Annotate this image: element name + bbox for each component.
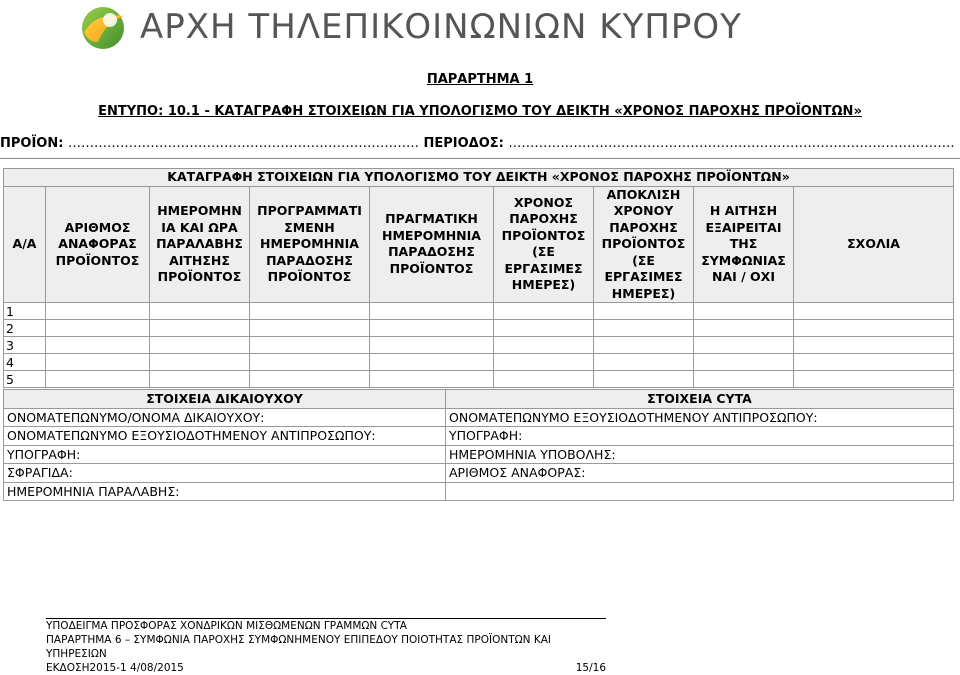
- product-field: ………………………………………………………………………: [67, 136, 419, 151]
- table-caption: ΚΑΤΑΓΡΑΦΗ ΣΤΟΙΧΕΙΩΝ ΓΙΑ ΥΠΟΛΟΓΙΣΜΟ ΤΟΥ ΔΕΙΚΤΗ «ΧΡΟΝΟΣ ΠΑΡΟΧΗΣ ΠΡΟΪΟΝΤΩΝ»: [4, 169, 954, 187]
- cell[interactable]: [694, 303, 794, 320]
- col-excluded: Η ΑΙΤΗΣΗ ΕΞΑΙΡΕΙΤΑΙ ΤΗΣ ΣΥΜΦΩΝΙΑΣ ΝΑΙ / ΟΧΙ: [694, 186, 794, 303]
- col-aa: Α/Α: [4, 186, 46, 303]
- cell[interactable]: [46, 320, 150, 337]
- col-delivery-time: ΧΡΟΝΟΣ ΠΑΡΟΧΗΣ ΠΡΟΪΟΝΤΟΣ (ΣΕ ΕΡΓΑΣΙΜΕΣ ΗΜΕΡΕΣ): [494, 186, 594, 303]
- cell[interactable]: [370, 337, 494, 354]
- cell[interactable]: [694, 320, 794, 337]
- logo-emblem-icon: [76, 2, 132, 52]
- cell[interactable]: [694, 337, 794, 354]
- empty-cell: [446, 482, 954, 501]
- table-row: [4, 354, 954, 371]
- footer-line-2: ΠΑΡΑΡΤΗΜΑ 6 – ΣΥΜΦΩΝΙΑ ΠΑΡΟΧΗΣ ΣΥΜΦΩΝΗΜΕΝΟΥ ΕΠΙΠΕΔΟΥ ΠΟΙΟΤΗΤΑΣ ΠΡΟΪΟΝΤΩΝ ΚΑΙ ΥΠΗΡΕΣΙΩΝ: [46, 634, 551, 660]
- cell[interactable]: [46, 354, 150, 371]
- annex-title: ΠΑΡΑΡΤΗΜΑ 1: [426, 72, 534, 87]
- cell[interactable]: [250, 337, 370, 354]
- row-number: 1: [4, 303, 46, 320]
- beneficiary-title: ΣΤΟΙΧΕΙΑ ΔΙΚΑΙΟΥΧΟΥ: [4, 390, 446, 409]
- cell[interactable]: [250, 354, 370, 371]
- cell[interactable]: [370, 371, 494, 388]
- table-row: [4, 371, 954, 388]
- footer-edition: ΕΚΔΟΣΗ2015-1 4/08/2015: [46, 662, 184, 674]
- cyta-reference-number-field[interactable]: ΑΡΙΘΜΟΣ ΑΝΑΦΟΡΑΣ:: [446, 464, 954, 483]
- table-row: [4, 303, 954, 320]
- table-row: [4, 320, 954, 337]
- logo: [76, 2, 742, 52]
- cell[interactable]: [594, 303, 694, 320]
- cell[interactable]: [794, 371, 954, 388]
- cyta-representative-field[interactable]: ΟΝΟΜΑΤΕΠΩΝΥΜΟ ΕΞΟΥΣΙΟΔΟΤΗΜΕΝΟΥ ΑΝΤΙΠΡΟΣΩΠΟΥ:: [446, 408, 954, 427]
- cell[interactable]: [494, 320, 594, 337]
- footer-page-number: 15/16: [575, 662, 606, 674]
- cell[interactable]: [694, 371, 794, 388]
- col-reference-number: ΑΡΙΘΜΟΣ ΑΝΑΦΟΡΑΣ ΠΡΟΪΟΝΤΟΣ: [46, 186, 150, 303]
- cell[interactable]: [494, 337, 594, 354]
- row-number: 5: [4, 371, 46, 388]
- cell[interactable]: [46, 371, 150, 388]
- period-label: ΠΕΡΙΟΔΟΣ:: [423, 136, 504, 151]
- cell[interactable]: [370, 320, 494, 337]
- cell[interactable]: [594, 320, 694, 337]
- table-row: [4, 337, 954, 354]
- beneficiary-stamp-field[interactable]: ΣΦΡΑΓΙΔΑ:: [4, 464, 446, 483]
- cell[interactable]: [46, 337, 150, 354]
- logo-text: ΑΡΧΗ ΤΗΛΕΠΙΚΟΙΝΩΝΙΩΝ ΚΥΠΡΟΥ: [140, 7, 742, 47]
- beneficiary-receipt-date-field[interactable]: ΗΜΕΡΟΜΗΝΙΑ ΠΑΡΑΛΑΒΗΣ:: [4, 482, 446, 501]
- page-footer: [46, 618, 606, 675]
- cell[interactable]: [250, 303, 370, 320]
- product-label: ΠΡΟΪΟΝ:: [0, 136, 64, 151]
- cell[interactable]: [594, 337, 694, 354]
- footer-line-3: [46, 661, 606, 675]
- row-number: 2: [4, 320, 46, 337]
- beneficiary-representative-field[interactable]: ΟΝΟΜΑΤΕΠΩΝΥΜΟ ΕΞΟΥΣΙΟΔΟΤΗΜΕΝΟΥ ΑΝΤΙΠΡΟΣΩΠΟΥ:: [4, 427, 446, 446]
- period-field: ………………………………………………………………………………………….: [508, 136, 955, 151]
- cell[interactable]: [594, 354, 694, 371]
- cell[interactable]: [370, 354, 494, 371]
- cell[interactable]: [46, 303, 150, 320]
- cell[interactable]: [494, 303, 594, 320]
- cell[interactable]: [150, 337, 250, 354]
- cell[interactable]: [370, 303, 494, 320]
- footer-line-1: ΥΠΟΔΕΙΓΜΑ ΠΡΟΣΦΟΡΑΣ ΧΟΝΔΡΙΚΩΝ ΜΙΣΘΩΜΕΝΩΝ ΓΡΑΜΜΩΝ CYTA: [46, 620, 407, 632]
- cell[interactable]: [694, 354, 794, 371]
- cell[interactable]: [594, 371, 694, 388]
- col-time-deviation: ΑΠΟΚΛΙΣΗ ΧΡΟΝΟΥ ΠΑΡΟΧΗΣ ΠΡΟΪΟΝΤΟΣ (ΣΕ ΕΡΓΑΣΙΜΕΣ ΗΜΕΡΕΣ): [594, 186, 694, 303]
- cell[interactable]: [794, 354, 954, 371]
- row-number: 3: [4, 337, 46, 354]
- col-scheduled-date: ΠΡΟΓΡΑΜΜΑΤΙ ΣΜΕΝΗ ΗΜΕΡΟΜΗΝΙΑ ΠΑΡΑΔΟΣΗΣ ΠΡΟΪΟΝΤΟΣ: [250, 186, 370, 303]
- cell[interactable]: [794, 303, 954, 320]
- cyta-submission-date-field[interactable]: ΗΜΕΡΟΜΗΝΙΑ ΥΠΟΒΟΛΗΣ:: [446, 445, 954, 464]
- cell[interactable]: [150, 371, 250, 388]
- cell[interactable]: [250, 371, 370, 388]
- cyta-title: ΣΤΟΙΧΕΙΑ CYTA: [446, 390, 954, 409]
- col-request-datetime: ΗΜΕΡΟΜΗΝ ΙΑ ΚΑΙ ΩΡΑ ΠΑΡΑΛΑΒΗΣ ΑΙΤΗΣΗΣ ΠΡΟΪΟΝΤΟΣ: [150, 186, 250, 303]
- col-comments: ΣΧΟΛΙΑ: [794, 186, 954, 303]
- signatures-table: [3, 389, 954, 501]
- records-table: [3, 168, 954, 388]
- beneficiary-signature-field[interactable]: ΥΠΟΓΡΑΦΗ:: [4, 445, 446, 464]
- cell[interactable]: [150, 320, 250, 337]
- beneficiary-name-field[interactable]: ΟΝΟΜΑΤΕΠΩΝΥΜΟ/ΟΝΟΜΑ ΔΙΚΑΙΟΥΧΟΥ:: [4, 408, 446, 427]
- cell[interactable]: [494, 354, 594, 371]
- cell[interactable]: [150, 303, 250, 320]
- cell[interactable]: [794, 337, 954, 354]
- divider: [0, 158, 960, 159]
- cell[interactable]: [794, 320, 954, 337]
- form-title: ΕΝΤΥΠΟ: 10.1 - ΚΑΤΑΓΡΑΦΗ ΣΤΟΙΧΕΙΩΝ ΓΙΑ ΥΠΟΛΟΓΙΣΜΟ ΤΟΥ ΔΕΙΚΤΗ «ΧΡΟΝΟΣ ΠΑΡΟΧΗΣ ΠΡΟΪΟΝΤΩΝ»: [98, 104, 862, 119]
- col-actual-date: ΠΡΑΓΜΑΤΙΚΗ ΗΜΕΡΟΜΗΝΙΑ ΠΑΡΑΔΟΣΗΣ ΠΡΟΪΟΝΤΟΣ: [370, 186, 494, 303]
- cell[interactable]: [250, 320, 370, 337]
- row-number: 4: [4, 354, 46, 371]
- cell[interactable]: [494, 371, 594, 388]
- cell[interactable]: [150, 354, 250, 371]
- product-period-line: [0, 136, 955, 151]
- cyta-signature-field[interactable]: ΥΠΟΓΡΑΦΗ:: [446, 427, 954, 446]
